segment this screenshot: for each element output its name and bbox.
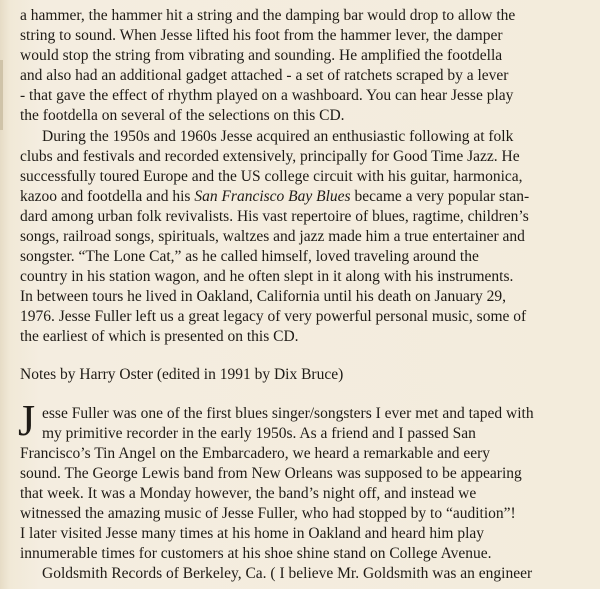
paragraph2-line: During the 1950s and 1960s Jesse acquired an enthusiastic following at folk (42, 128, 514, 145)
paragraph3-line: I later visited Jesse many times at his home in Oakland and heard him play (20, 525, 485, 542)
paragraph3-line: Francisco’s Tin Angel on the Embarcadero, we heard a remarkable and eery (20, 445, 491, 462)
paragraph1-line: string to sound. When Jesse lifted his foot from the hammer lever, the damper (20, 27, 503, 44)
paragraph2-line: songster. “The Lone Cat,” as he called himself, loved traveling around the (20, 248, 479, 265)
paragraph1-line: a hammer, the hammer hit a string and the damping bar would drop to allow the (20, 7, 516, 24)
album-title: San Francisco Bay Blues (194, 188, 351, 205)
paragraph3-line: sound. The George Lewis band from New Orleans was supposed to be appearing (20, 465, 522, 482)
paragraph2-line: country in his station wagon, and he often slept in it along with his instruments. (20, 268, 514, 285)
notes-credit: Notes by Harry Oster (edited in 1991 by Dix Bruce) (20, 366, 344, 383)
drop-cap: J (18, 396, 36, 445)
paragraph3-line: my primitive recorder in the early 1950s. As a friend and I passed San (42, 425, 476, 442)
paragraph3-line: esse Fuller was one of the first blues singer/songsters I ever met and taped with (42, 405, 534, 422)
paragraph1-line: would stop the string from vibrating and sounding. He amplified the footdella (20, 47, 503, 64)
paragraph1-line: and also had an additional gadget attached - a set of ratchets scraped by a lever (20, 67, 509, 84)
paragraph1-line: - that gave the effect of rhythm played on a washboard. You can hear Jesse play (20, 87, 514, 104)
paragraph2-line: dard among urban folk revivalists. His vast repertoire of blues, ragtime, children’s (20, 208, 529, 225)
paragraph2-line: clubs and festivals and recorded extensively, principally for Good Time Jazz. He (20, 148, 520, 165)
paragraph1-line: the footdella on several of the selections on this CD. (20, 107, 345, 124)
paragraph2-line (20, 187, 576, 207)
paragraph2-line: In between tours he lived in Oakland, California until his death on January 29, (20, 288, 506, 305)
paragraph3-line: innumerable times for customers at his shoe shine stand on College Avenue. (20, 545, 492, 562)
paragraph3-line: that week. It was a Monday however, the band’s night off, and instead we (20, 485, 477, 502)
paragraph2-line: songs, railroad songs, spirituals, waltzes and jazz made him a true entertainer and (20, 228, 525, 245)
text-span: kazoo and footdella and his (20, 188, 195, 205)
page-edge-shadow (0, 60, 3, 130)
paragraph2-line: 1976. Jesse Fuller left us a great legacy of very powerful personal music, some of (20, 308, 527, 325)
text-span: became a very popular stan- (350, 188, 530, 205)
paragraph2-line: successfully toured Europe and the US college circuit with his guitar, harmonica, (20, 168, 523, 185)
paragraph3-line: Goldsmith Records of Berkeley, Ca. ( I believe Mr. Goldsmith was an engineer (42, 565, 533, 582)
paragraph2-line: the earliest of which is presented on this CD. (20, 328, 299, 345)
paragraph3-line: witnessed the amazing music of Jesse Fuller, who had stopped by to “audition”! (20, 505, 516, 522)
